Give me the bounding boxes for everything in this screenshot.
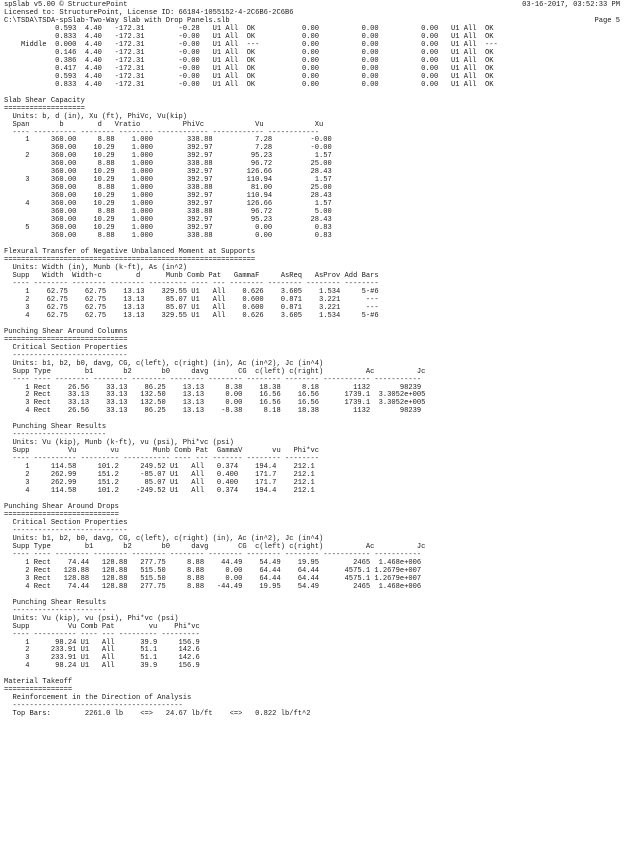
report-line: 4 114.58 101.2 -249.52 U1 All 0.374 194.4 212.1 [4,487,315,496]
report-line: 4 Rect 74.44 128.88 277.75 8.88 -44.49 19.95 54.49 2465 1.468e+006 [4,582,422,591]
report-line: Units: b, d (in), Xu (ft), PhiVc, Vu(kip) [4,112,188,121]
report-line: Span b d Vratio PhiVc Vu Xu [4,120,324,129]
report-line: 360.00 8.88 1.000 338.88 96.72 5.00 [4,208,332,217]
report-line: 0.386 4.40 -172.31 -0.00 U1 All OK 0.00 0.00 0.00 U1 All OK [4,56,494,65]
report-file-path: C:\TSDA\TSDA-spSlab-Two-Way Slab with Drop Panels.slb [4,16,230,25]
report-line: Units: b1, b2, b0, davg, CG, c(left), c(right) (in), Ac (in^2), Jc (in^4) [4,359,324,368]
report-line [4,320,498,328]
report-line: 3 233.91 U1 All 51.1 142.6 [4,654,200,663]
report-line: Punching Shear Results [4,598,107,607]
report-line: 360.00 8.88 1.000 338.88 96.72 25.00 [4,160,332,169]
report-line: 1 360.00 8.88 1.000 338.88 7.28 -0.00 [4,136,332,145]
report-line: Punching Shear Around Drops [4,503,119,512]
report-line: 0.833 4.40 -172.31 -0.00 U1 All OK 0.00 0.00 0.00 U1 All OK [4,80,494,89]
report-line: =========================================================== [4,256,256,264]
report-line [4,89,498,97]
report-line: 360.00 10.29 1.000 392.97 126.66 28.43 [4,168,332,177]
report-line: 3 262.99 151.2 85.07 U1 All 0.400 171.7 212.1 [4,479,315,488]
report-line: 3 62.75 62.75 13.13 85.07 U1 All 0.600 0.871 3.221 --- [4,303,379,312]
report-line: 2 360.00 10.29 1.000 392.97 95.23 1.57 [4,152,332,161]
report-line: Middle 0.000 4.40 -172.31 -0.00 U1 All --- 0.00 0.00 0.00 U1 All --- [4,40,498,49]
report-line: ---------------------- [4,606,107,615]
report-line: Reinforcement in the Direction of Analysis [4,694,192,703]
report-line: 3 Rect 128.88 128.88 515.50 8.88 0.00 64.44 64.44 4575.1 1.2679e+007 [4,574,422,583]
report-line: =================== [4,104,85,113]
report-line: 0.146 4.40 -172.31 -0.00 U1 All OK 0.00 0.00 0.00 U1 All OK [4,48,494,57]
report-line: 1 62.75 62.75 13.13 329.55 U1 All 0.626 3.605 1.534 5-#6 [4,287,379,296]
report-line: --------------------------- [4,351,128,360]
report-header-right [522,1,620,25]
report-line: ---- ---------- ---- --- --------- --------- [4,630,200,639]
report-line: ---------------------- [4,431,107,440]
report-line: 3 Rect 33.13 33.13 132.50 13.13 0.00 16.56 16.56 1739.1 3.3052e+005 [4,399,426,408]
report-line [4,591,498,599]
report-line: ============================= [4,335,128,344]
report-license: Licensed to: StructurePoint, License ID: 66184-1055152-4-2C6B6-2C6B6 [4,8,294,17]
report-line: 2 233.91 U1 All 51.1 142.6 [4,646,200,655]
report-datetime: 03-16-2017, 03:52:33 PM [522,1,620,9]
report-page-number: Page 5 [594,16,620,25]
report-line: Supp Vu Comb Pat vu Phi*vc [4,622,200,631]
report-line: 0.593 4.40 -172.31 -0.00 U1 All OK 0.00 0.00 0.00 U1 All OK [4,72,494,81]
report-line: ---- ---------- -------- -------- ------------ ------------ ------------ [4,128,320,137]
report-line: 360.00 8.88 1.000 338.88 0.00 0.83 [4,232,332,241]
report-body [4,25,498,718]
report-line [4,670,498,678]
report-line: 1 Rect 74.44 128.88 277.75 8.88 44.49 54.49 19.95 2465 1.468e+006 [4,558,422,567]
report-line: 360.00 10.29 1.000 392.97 95.23 28.43 [4,216,332,225]
report-line: 2 62.75 62.75 13.13 85.07 U1 All 0.600 0.871 3.221 --- [4,295,379,304]
report-line: 0.417 4.40 -172.31 -0.00 U1 All OK 0.00 0.00 0.00 U1 All OK [4,64,494,73]
report-line: ---- ---- -------- -------- -------- -------- -------- -------- -------- ----------- ----------- [4,550,422,559]
report-line: ---------------------------------------- [4,702,183,711]
report-line: 360.00 10.29 1.000 392.97 7.28 -0.00 [4,144,332,153]
report-line: 1 114.58 101.2 249.52 U1 All 0.374 194.4 212.1 [4,463,315,472]
report-line: 2 Rect 128.88 128.88 515.50 8.88 0.00 64.44 64.44 4575.1 1.2679e+007 [4,566,422,575]
report-line: ================ [4,686,73,695]
report-line: 3 360.00 10.29 1.000 392.97 110.94 1.57 [4,176,332,185]
report-line: =========================== [4,511,119,519]
report-line: Supp Width Width-c d Munb Comb Pat GammaF AsReq AsProv Add Bars [4,271,379,280]
report-line [4,495,498,503]
report-line: 4 62.75 62.75 13.13 329.55 U1 All 0.626 3.605 1.534 5-#6 [4,311,379,320]
report-line: 4 98.24 U1 All 39.9 156.9 [4,662,200,671]
report-line: --------------------------- [4,526,128,535]
report-line: ---- -------- -------- -------- --------- ---- --- -------- -------- -------- -------- [4,279,379,288]
report-line: 2 Rect 33.13 33.13 132.50 13.13 0.00 16.56 16.56 1739.1 3.3052e+005 [4,391,426,400]
report-line: Units: Vu (kip), vu (psi), Phi*vc (psi) [4,614,179,623]
report-line: Punching Shear Around Columns [4,327,128,336]
report-line: 0.833 4.40 -172.31 -0.00 U1 All OK 0.00 0.00 0.00 U1 All OK [4,32,494,41]
report-line [4,240,498,248]
report-line: 2 262.99 151.2 -85.07 U1 All 0.400 171.7 212.1 [4,471,315,480]
report-line: Material Takeoff [4,678,73,687]
report-line: Critical Section Properties [4,518,128,527]
report-line: Critical Section Properties [4,343,128,352]
report-line: ---- ---- -------- -------- -------- -------- -------- -------- -------- ----------- ----------- [4,375,422,384]
report-line: 0.593 4.40 -172.31 -0.28 U1 All OK 0.00 0.00 0.00 U1 All OK [4,24,494,33]
report-line: Supp Vu vu Munb Comb Pat GammaV vu Phi*vc [4,447,320,456]
report-line: 360.00 8.88 1.000 338.88 81.00 25.00 [4,184,332,193]
report-line: Flexural Transfer of Negative Unbalanced Moment at Supports [4,248,256,257]
report-line: ---- ---------- --------- ----------- ---- --- ------- -------- -------- [4,455,320,464]
report-line: Supp Type b1 b2 b0 davg CG c(left) c(right) Ac Jc [4,542,426,551]
report-line: 360.00 10.29 1.000 392.97 110.94 28.43 [4,192,332,201]
report-text [4,1,498,718]
report-line: 4 360.00 10.29 1.000 392.97 126.66 1.57 [4,200,332,209]
report-line: 4 Rect 26.56 33.13 86.25 13.13 -8.38 8.18 18.38 1132 98239 [4,407,422,416]
report-line: Punching Shear Results [4,423,107,432]
report-line [4,415,498,423]
report-line: Units: Width (in), Munb (k-ft), As (in^2) [4,263,188,272]
report-line: Top Bars: 2261.0 lb <=> 24.67 lb/ft <=> 0.822 lb/ft^2 [4,710,311,719]
report-line: 5 360.00 10.29 1.000 392.97 0.00 0.83 [4,224,332,233]
report-line: Slab Shear Capacity [4,96,85,105]
report-app-title: spSlab v5.00 © StructurePoint [4,1,128,9]
report-line: Supp Type b1 b2 b0 davg CG c(left) c(right) Ac Jc [4,367,426,376]
report-line: Units: Vu (kip), Munb (k-ft), vu (psi), Phi*vc (psi) [4,439,234,448]
report-line: Units: b1, b2, b0, davg, CG, c(left), c(right) (in), Ac (in^2), Jc (in^4) [4,534,324,543]
report-line: 1 Rect 26.56 33.13 86.25 13.13 8.38 18.38 8.18 1132 98239 [4,383,422,392]
report-line: 1 98.24 U1 All 39.9 156.9 [4,638,200,647]
